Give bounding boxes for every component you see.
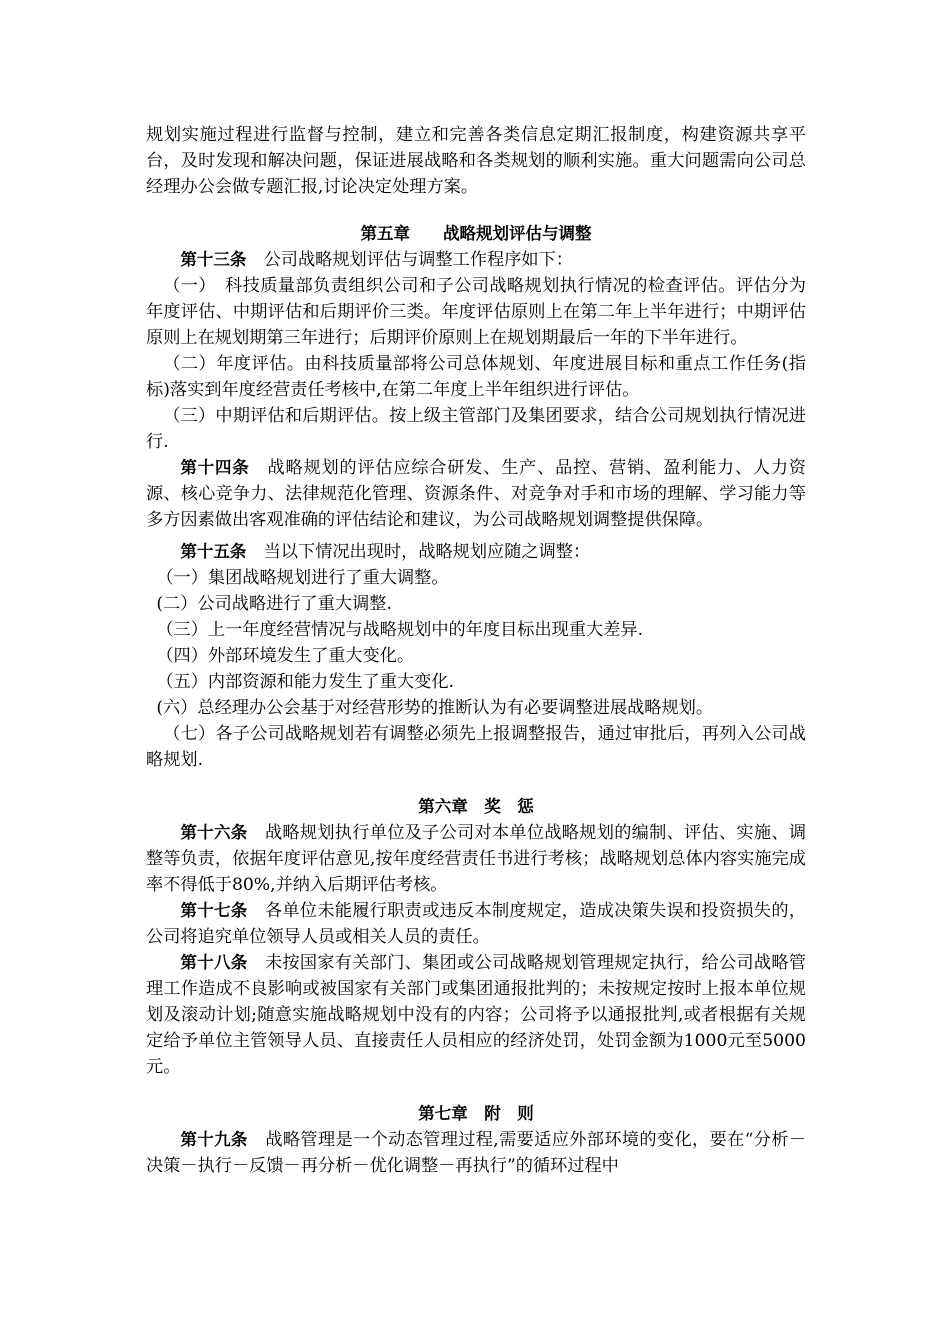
article-15 bbox=[146, 539, 806, 565]
article-17-label: 第十七条 bbox=[180, 901, 248, 920]
article-19-text: 战略管理是一个动态管理过程,需要适应外部环境的变化，要在“分析－决策－执行－反馈－再分析－优化调整－再执行”的循环过程中 bbox=[146, 1130, 807, 1176]
intro-paragraph: 规划实施过程进行监督与控制，建立和完善各类信息定期汇报制度，构建资源共享平台，及时发现和解决问题，保证进展战略和各类规划的顺利实施。重大问题需向公司总经理办公会做专题汇报,讨论决定处理方案。 bbox=[146, 125, 806, 197]
article-15-item-4: （四）外部环境发生了重大变化。 bbox=[156, 646, 415, 666]
article-13 bbox=[146, 247, 806, 273]
article-13-item-3: （三）中期评估和后期评估。按上级主管部门及集团要求，结合公司规划执行情况进行. bbox=[146, 406, 806, 452]
article-16-label: 第十六条 bbox=[180, 823, 248, 842]
article-19 bbox=[146, 1127, 806, 1179]
article-15-text: 当以下情况出现时，战略规划应随之调整： bbox=[246, 542, 591, 562]
article-13-label: 第十三条 bbox=[180, 250, 247, 269]
article-15-item-6: (六）总经理办公会基于对经营形势的推断认为有必要调整进展战略规划。 bbox=[156, 698, 714, 718]
article-14 bbox=[146, 455, 806, 533]
chapter-5-title: 第五章 战略规划评估与调整 bbox=[360, 224, 592, 243]
article-15-item-7: （七）各子公司战略规划若有调整必须先上报调整报告，通过审批后，再列入公司战略规划. bbox=[146, 724, 806, 770]
article-19-label: 第十九条 bbox=[180, 1130, 248, 1149]
document-page bbox=[146, 122, 806, 1179]
article-18 bbox=[146, 950, 806, 1080]
article-13-item-1: （一） 科技质量部负责组织公司和子公司战略规划执行情况的检查评估。评估分为年度评估、中期评估和后期评价三类。年度评估原则上在第二年上半年进行；中期评估原则上在规划期第三年进行；后期评价原则上在规划期最后一年的下半年进行。 bbox=[146, 276, 806, 348]
article-14-label: 第十四条 bbox=[180, 458, 250, 477]
article-15-label: 第十五条 bbox=[180, 542, 247, 561]
article-17-text: 各单位未能履行职责或违反本制度规定，造成决策失误和投资损失的，公司将追究单位领导人员或相关人员的责任。 bbox=[146, 901, 807, 947]
chapter-7-title: 第七章 附 则 bbox=[418, 1104, 534, 1123]
article-14-text: 战略规划的评估应综合研发、生产、品控、营销、盈利能力、人力资源、核心竞争力、法律规范化管理、资源条件、对竞争对手和市场的理解、学习能力等多方因素做出客观准确的评估结论和建议，为公司战略规划调整提供保障。 bbox=[146, 458, 806, 530]
article-15-item-2: (二）公司战略进行了重大调整. bbox=[156, 594, 392, 614]
article-16-text: 战略规划执行单位及子公司对本单位战略规划的编制、评估、实施、调整等负责，依据年度评估意见,按年度经营责任书进行考核；战略规划总体内容实施完成率不得低于80%,并纳入后期评估考核。 bbox=[146, 823, 807, 895]
article-13-text: 公司战略规划评估与调整工作程序如下： bbox=[246, 250, 573, 270]
article-16 bbox=[146, 820, 806, 898]
article-15-item-3: （三）上一年度经营情况与战略规划中的年度目标出现重大差异. bbox=[156, 620, 644, 640]
article-13-item-2: （二）年度评估。由科技质量部将公司总体规划、年度进展目标和重点工作任务(指标)落实到年度经营责任考核中,在第二年度上半年组织进行评估。 bbox=[146, 354, 806, 400]
article-18-label: 第十八条 bbox=[180, 953, 248, 972]
article-15-item-5: （五）内部资源和能力发生了重大变化. bbox=[156, 672, 454, 692]
article-15-item-1: （一）集团战略规划进行了重大调整。 bbox=[156, 568, 449, 588]
article-17 bbox=[146, 898, 806, 950]
article-18-text: 未按国家有关部门、集团或公司战略规划管理规定执行，给公司战略管理工作造成不良影响或被国家有关部门或集团通报批判的；未按规定按时上报本单位规划及滚动计划;随意实施战略规划中没有的内容；公司将予以通报批判,或者根据有关规定给予单位主管领导人员、直接责任人员相应的经济处罚，处罚金额为1000元至5000元。 bbox=[146, 953, 807, 1077]
chapter-6-title: 第六章 奖 惩 bbox=[418, 797, 534, 816]
